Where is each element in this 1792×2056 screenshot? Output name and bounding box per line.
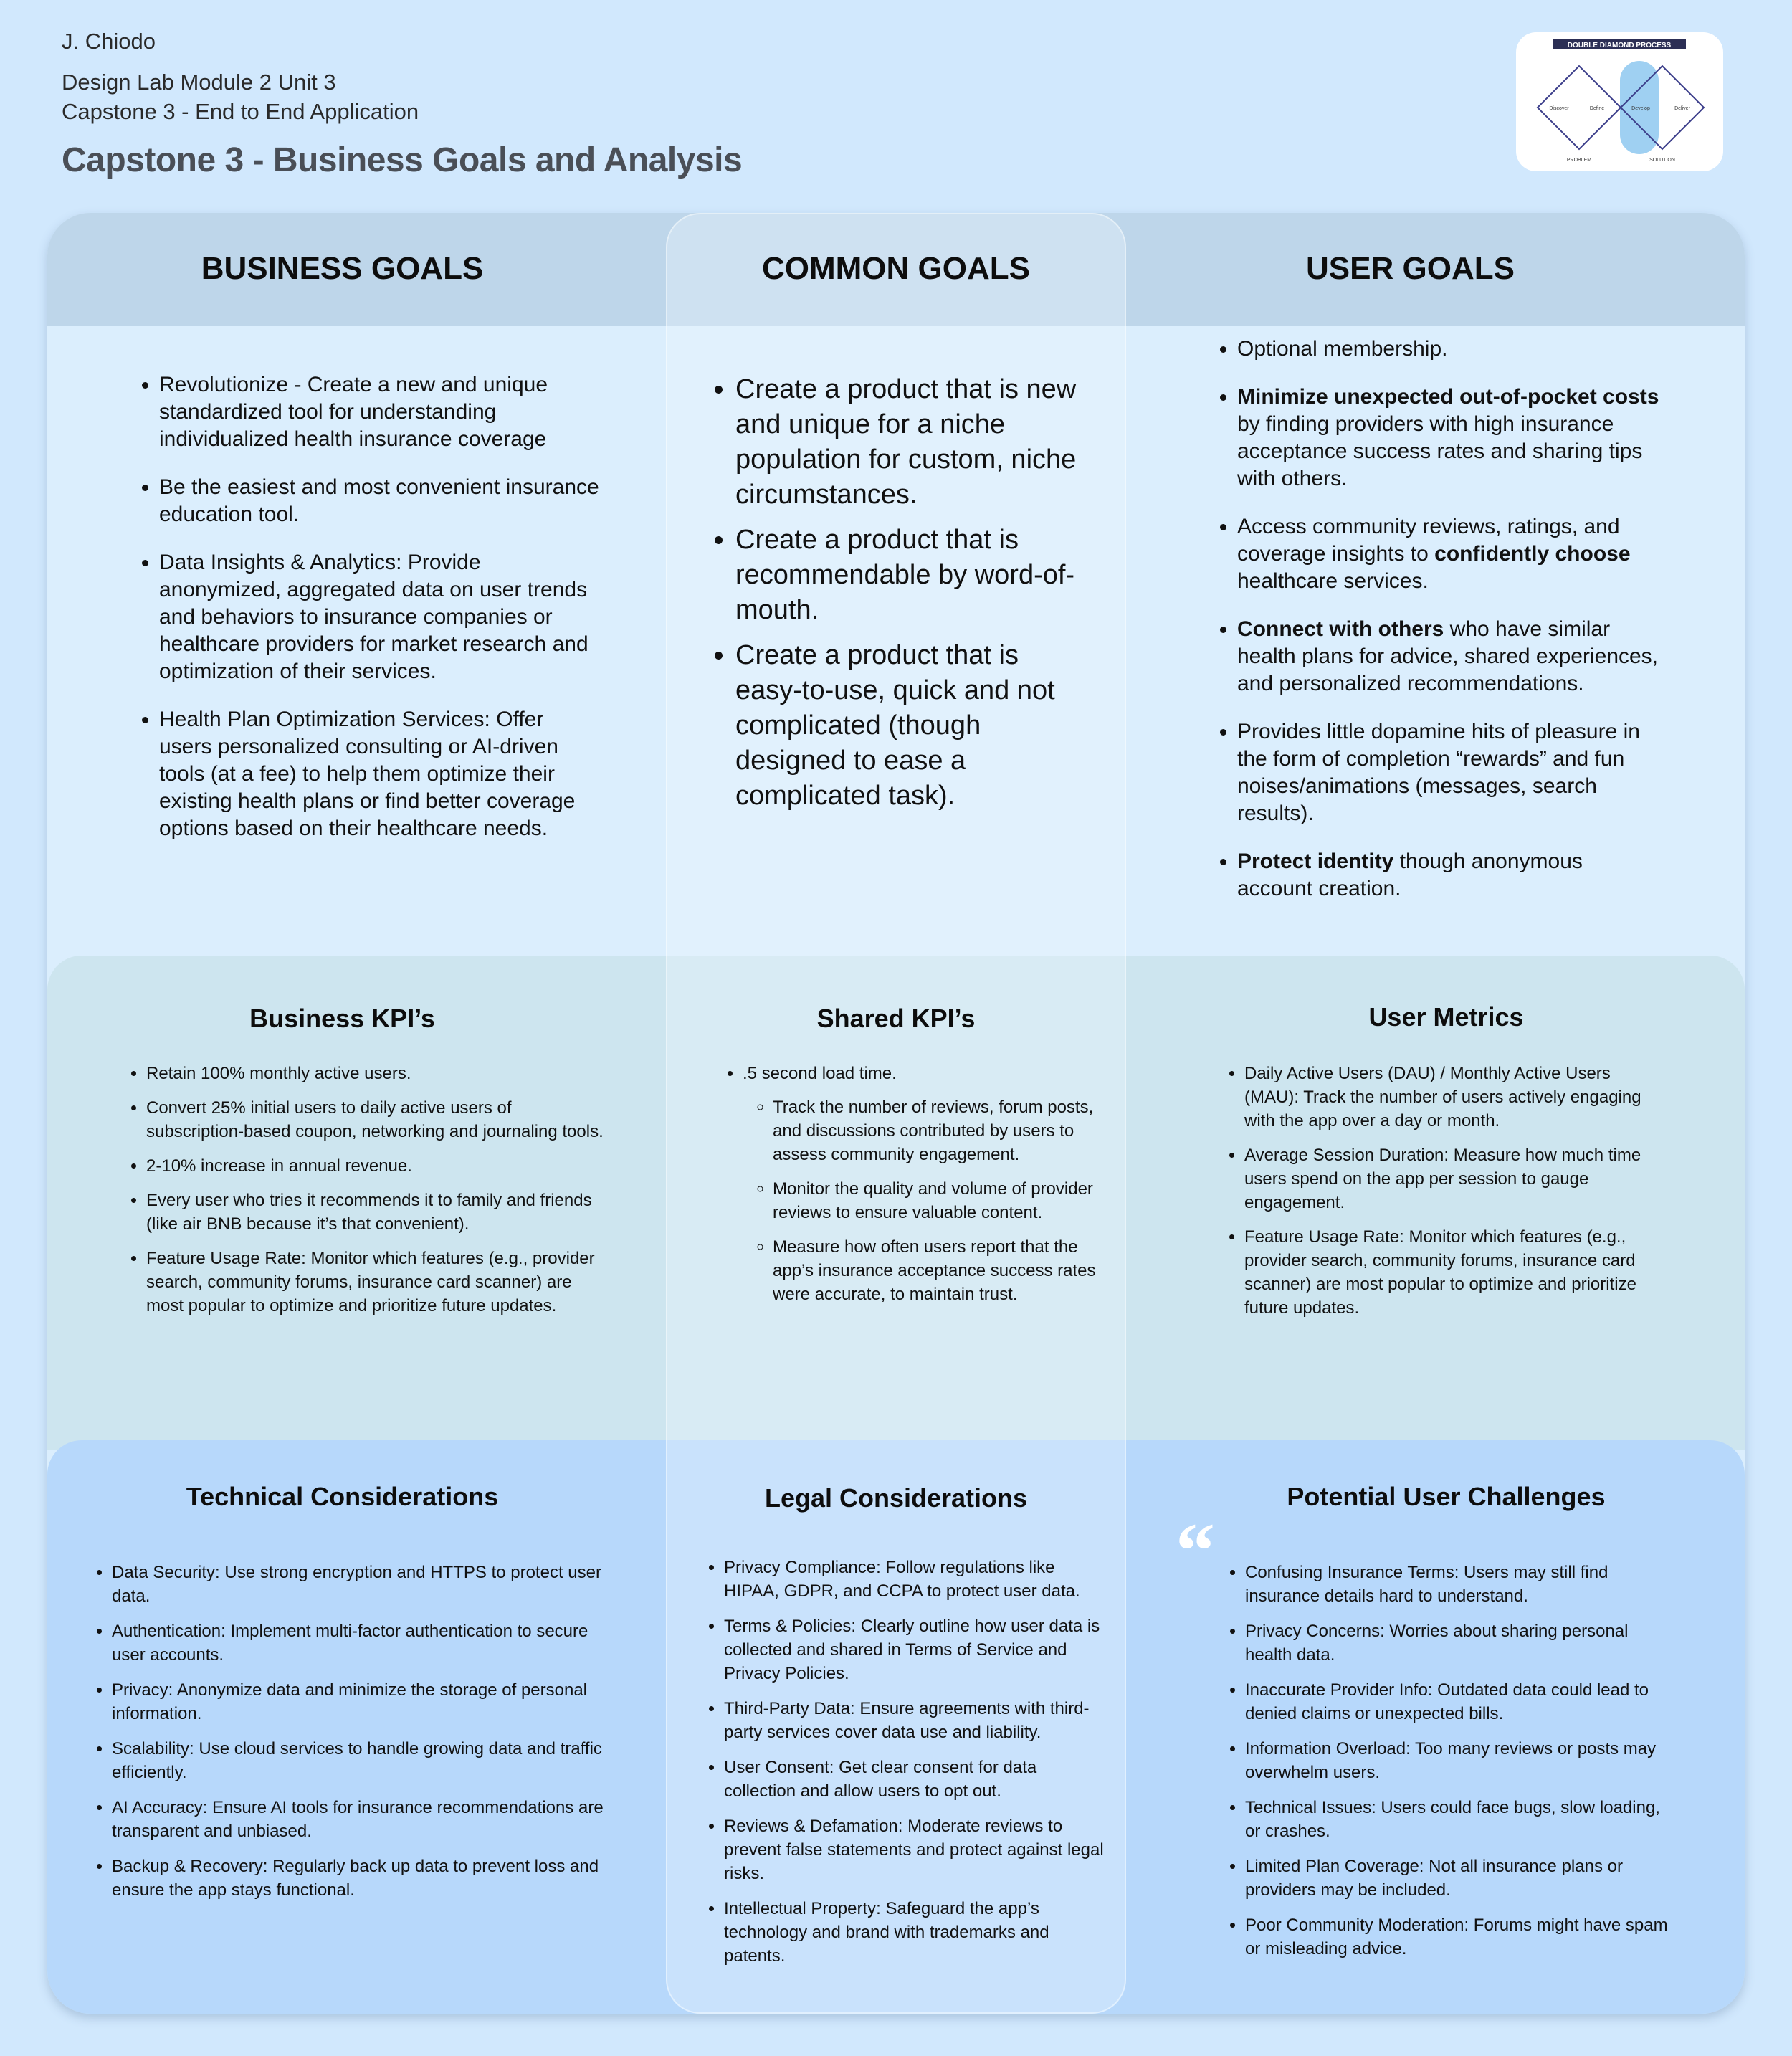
shared-kpis-title: Shared KPI’s — [816, 1004, 976, 1033]
list-item: • Poor Community Moderation: Forums might have spam or misleading advice. — [1245, 1913, 1678, 1961]
list-item: • Reviews & Defamation: Moderate reviews to prevent false statements and protect against legal risks. — [724, 1814, 1107, 1885]
user-challenges-list — [1219, 1561, 1678, 1972]
list-item: • Provides little dopamine hits of pleasure in the form of completion “rewards” and fun noises/animations (messages, search results). — [1237, 718, 1663, 827]
svg-text:DOUBLE DIAMOND PROCESS: DOUBLE DIAMOND PROCESS — [1567, 42, 1672, 49]
svg-text:SOLUTION: SOLUTION — [1649, 158, 1675, 163]
list-item: • Privacy Concerns: Worries about sharing personal health data. — [1245, 1619, 1678, 1667]
list-item: • Limited Plan Coverage: Not all insurance plans or providers may be included. — [1245, 1855, 1678, 1902]
double-diamond-icon — [1516, 32, 1723, 171]
list-item: • Revolutionize - Create a new and unique standardized tool for understanding individualized health insurance coverage — [159, 371, 599, 453]
svg-text:Discover: Discover — [1549, 106, 1569, 111]
list-item: • Health Plan Optimization Services: Offer users personalized consulting or AI-driven tools (at a fee) to help them optimize their existing health plans or find better coverage options based on their healthcare needs. — [159, 706, 599, 842]
svg-text:Define: Define — [1589, 106, 1605, 111]
list-item: • Backup & Recovery: Regularly back up data to prevent loss and ensure the app stays functional. — [112, 1855, 616, 1902]
list-item: • Average Session Duration: Measure how much time users spend on the app per session to gauge engagement. — [1244, 1143, 1663, 1214]
shared-kpis-list — [717, 1062, 1104, 1317]
user-goals-title: USER GOALS — [1306, 251, 1515, 286]
list-item: • AI Accuracy: Ensure AI tools for insurance recommendations are transparent and unbiased. — [112, 1796, 616, 1843]
business-kpis-list — [120, 1062, 608, 1328]
list-item: • .5 second load time. ◦ Track the number of reviews, forum posts, and discussions contributed by users to assess community engagement. ◦ Monitor the quality and volume of provider reviews to ensure valuable content. ◦ Measure how often users report that the app’s insurance acceptance success rates were accurate, to maintain trust. — [743, 1062, 1104, 1306]
list-item: • Feature Usage Rate: Monitor which features (e.g., provider search, community forums, insurance card scanner) are most popular to optimize and prioritize future updates. — [1244, 1225, 1663, 1320]
list-item: ◦ Monitor the quality and volume of provider reviews to ensure valuable content. — [773, 1177, 1104, 1224]
list-item: • Privacy: Anonymize data and minimize the storage of personal information. — [112, 1678, 616, 1726]
list-item: • Technical Issues: Users could face bugs, slow loading, or crashes. — [1245, 1796, 1678, 1843]
user-challenges-title: Potential User Challenges — [1287, 1482, 1606, 1511]
list-item: • Connect with others who have similar health plans for advice, shared experiences, and personalized recommendations. — [1237, 616, 1663, 698]
page-title: Capstone 3 - Business Goals and Analysis — [62, 141, 743, 179]
list-item: • Retain 100% monthly active users. — [146, 1062, 608, 1085]
list-item: • Convert 25% initial users to daily active users of subscription-based coupon, networking and journaling tools. — [146, 1096, 608, 1143]
list-item: • Privacy Compliance: Follow regulations like HIPAA, GDPR, and CCPA to protect user data. — [724, 1556, 1107, 1603]
list-item: • Feature Usage Rate: Monitor which features (e.g., provider search, community forums, insurance card scanner) are most popular to optimize and prioritize future updates. — [146, 1247, 608, 1318]
list-item: • Protect identity though anonymous account creation. — [1237, 848, 1663, 903]
list-item: • Create a product that is easy-to-use, quick and not complicated (though designed to ease a complicated task). — [735, 638, 1082, 814]
list-item: • Data Insights & Analytics: Provide anonymized, aggregated data on user trends and behaviors to insurance companies or healthcare providers for market research and optimization of their services. — [159, 549, 599, 685]
business-kpis-title: Business KPI’s — [249, 1004, 435, 1033]
list-item: • Confusing Insurance Terms: Users may still find insurance details hard to understand. — [1245, 1561, 1678, 1608]
list-item: • Intellectual Property: Safeguard the app’s technology and brand with trademarks and patents. — [724, 1897, 1107, 1968]
list-item: • Be the easiest and most convenient insurance education tool. — [159, 474, 599, 528]
user-metrics-list — [1219, 1062, 1663, 1331]
list-item: • Create a product that is recommendable by word-of-mouth. — [735, 523, 1082, 628]
business-goals-title: BUSINESS GOALS — [201, 251, 484, 286]
common-goals-title: COMMON GOALS — [762, 251, 1030, 286]
list-item: • Access community reviews, ratings, and coverage insights to confidently choose healthcare services. — [1237, 513, 1663, 595]
svg-text:Develop: Develop — [1631, 106, 1650, 111]
list-item: • Create a product that is new and unique for a niche population for custom, niche circumstances. — [735, 372, 1082, 513]
author-name: J. Chiodo — [62, 29, 156, 54]
svg-text:Deliver: Deliver — [1674, 106, 1690, 111]
list-item: • Minimize unexpected out-of-pocket costs by finding providers with high insurance acceptance success rates and sharing tips with others. — [1237, 384, 1663, 492]
technical-considerations-title: Technical Considerations — [186, 1482, 499, 1511]
capstone-label: Capstone 3 - End to End Application — [62, 99, 419, 124]
list-item: • Optional membership. — [1237, 335, 1663, 363]
list-item: • Information Overload: Too many reviews or posts may overwhelm users. — [1245, 1737, 1678, 1784]
double-diamond-logo — [1516, 32, 1723, 171]
list-item: • Scalability: Use cloud services to handle growing data and traffic efficiently. — [112, 1737, 616, 1784]
business-goals-list — [133, 371, 599, 863]
list-item: • Authentication: Implement multi-factor authentication to secure user accounts. — [112, 1619, 616, 1667]
common-goals-list — [710, 372, 1082, 824]
user-metrics-title: User Metrics — [1368, 1002, 1524, 1032]
list-item: • User Consent: Get clear consent for data collection and allow users to opt out. — [724, 1756, 1107, 1803]
legal-considerations-list — [698, 1556, 1107, 1979]
list-item: • Daily Active Users (DAU) / Monthly Active Users (MAU): Track the number of users actively engaging with the app over a day or month. — [1244, 1062, 1663, 1133]
list-item: • Third-Party Data: Ensure agreements with third-party services cover data use and liability. — [724, 1697, 1107, 1744]
list-item: ◦ Track the number of reviews, forum posts, and discussions contributed by users to assess community engagement. — [773, 1095, 1104, 1166]
list-item: • Every user who tries it recommends it to family and friends (like air BNB because it’s that convenient). — [146, 1189, 608, 1236]
list-item: ◦ Measure how often users report that the app’s insurance acceptance success rates were accurate, to maintain trust. — [773, 1235, 1104, 1306]
list-item: • Inaccurate Provider Info: Outdated data could lead to denied claims or unexpected bills. — [1245, 1678, 1678, 1726]
technical-considerations-list — [86, 1561, 616, 1913]
user-goals-list — [1211, 335, 1663, 923]
course-label: Design Lab Module 2 Unit 3 — [62, 70, 336, 95]
legal-considerations-title: Legal Considerations — [764, 1483, 1028, 1513]
list-item: • Terms & Policies: Clearly outline how user data is collected and shared in Terms of Service and Privacy Policies. — [724, 1614, 1107, 1685]
list-item: • Data Security: Use strong encryption and HTTPS to protect user data. — [112, 1561, 616, 1608]
svg-text:PROBLEM: PROBLEM — [1566, 158, 1592, 163]
quote-icon: “ — [1176, 1507, 1215, 1594]
list-item: • 2-10% increase in annual revenue. — [146, 1154, 608, 1178]
